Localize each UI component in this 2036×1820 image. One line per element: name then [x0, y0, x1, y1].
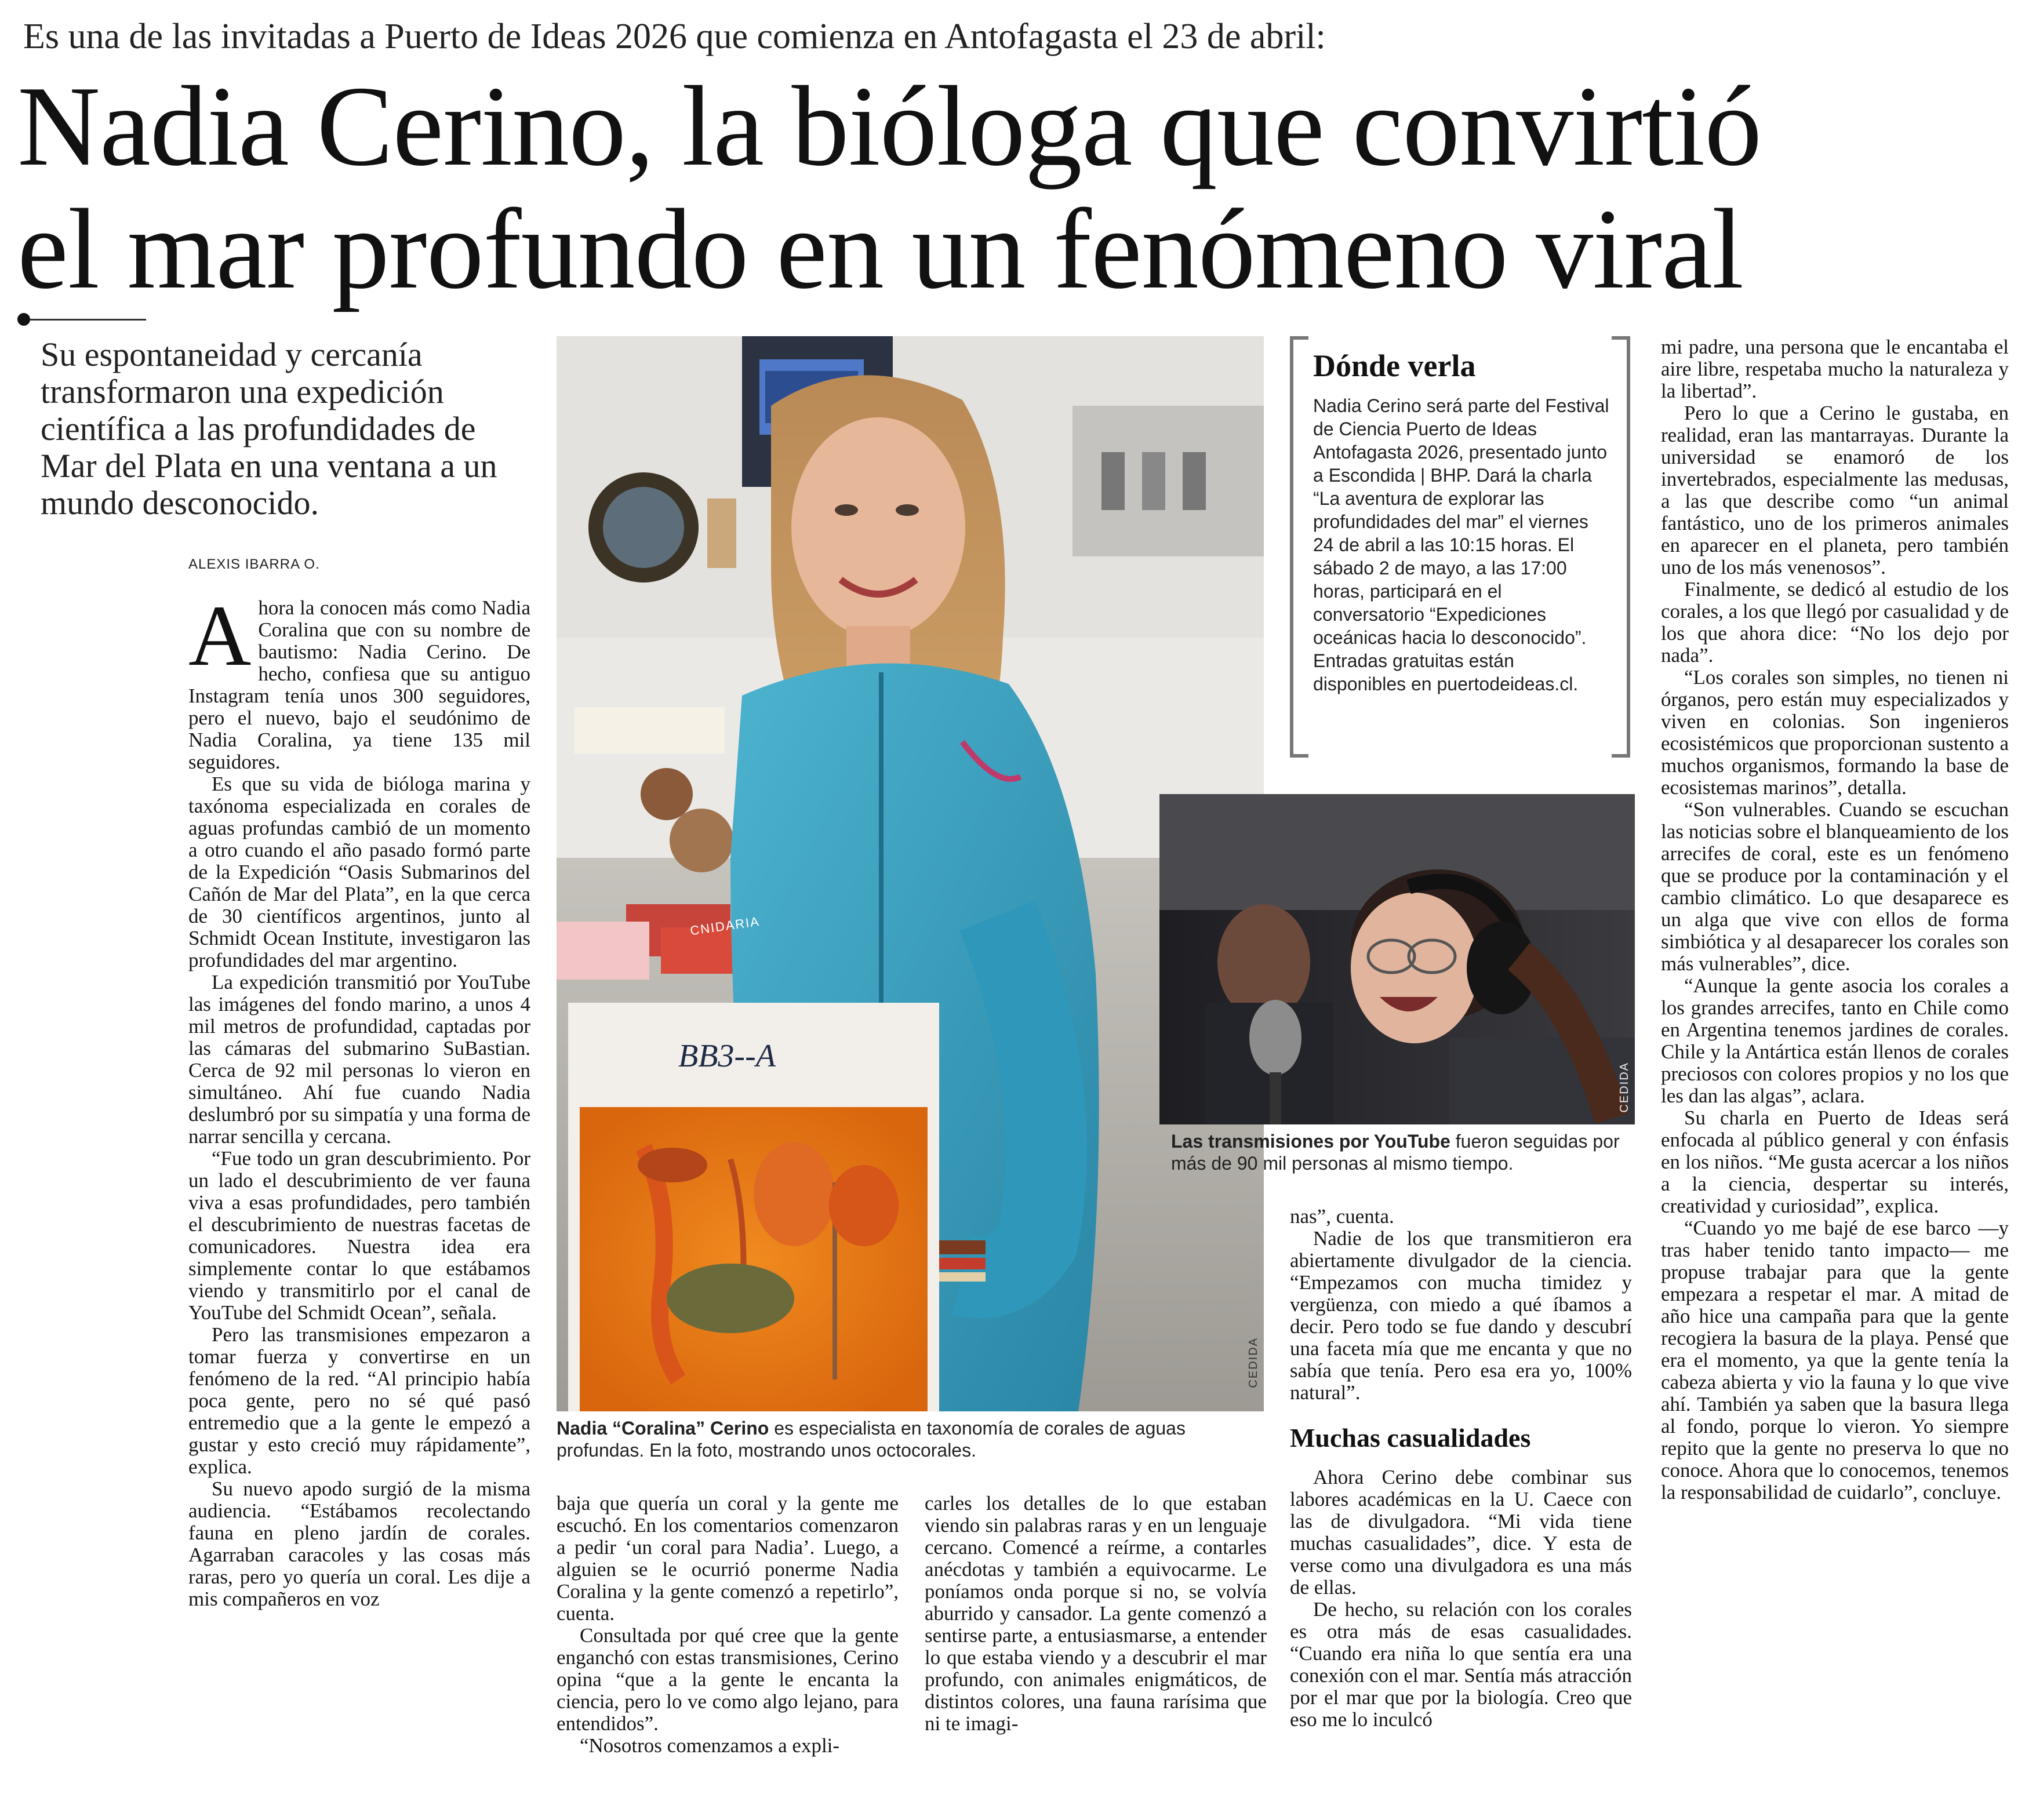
section-bullet	[17, 313, 30, 326]
paragraph: “Los corales son simples, no tienen ni órganos, pero están muy especializados y viven en colonias. Son ingenieros ecosistémicos que proporcionan sustento a muchos organismos, formando la base de ecosistemas marinos”, detalla.	[1661, 666, 2009, 799]
rack-label: CNIDARIA	[689, 913, 761, 938]
photo-credit: CEDIDA	[1618, 1062, 1631, 1113]
paragraph: mi padre, una persona que le encantaba el aire libre, respetaba mucho la naturaleza y la libertad”.	[1661, 336, 2009, 402]
section-rule	[30, 319, 146, 321]
caption-lead: Nadia “Coralina” Cerino	[557, 1418, 769, 1439]
photo-credit: CEDIDA	[1247, 1337, 1260, 1388]
paragraph: “Cuando yo me bajé de ese barco —y tras haber tenido tanto impacto— me propuse trabajar para que la gente empezara a respetar el mar. A mitad de año hice una campaña para que la gente recogiera la basura de la playa. Pensé que era el momento, ya que la gente tenía la cabeza abierta y vio la fauna y lo que vive ahí. También ya saben que la basura llega al fondo, porque lo vieron. Yo siempre repito que la gente no preserva lo que no conoce. Ahora que lo conocemos, tenemos la responsabilidad de cuidarlo”, concluye.	[1661, 1217, 2009, 1504]
paragraph: La expedición transmitió por YouTube las imágenes del fondo marino, a unos 4 mil metros de profundidad, captadas por las cámaras del submarino SuBastian. Cerca de 92 mil personas lo vieron en simultáneo. Ahí fue cuando Nadia deslumbró por su simpatía y una forma de narrar sencilla y cercana.	[188, 971, 531, 1148]
paragraph: De hecho, su relación con los corales es otra más de esas casualidades. “Cuando era niña lo que sentía era una conexión con el mar. Sentía más atracción por el mar que por la biología. Creo que eso me lo inculcó	[1290, 1598, 1632, 1731]
caption-text: fueron seguidas por más de 90 mil personas al mismo tiempo.	[1171, 1131, 1620, 1174]
paragraph: Ahora Cerino debe combinar sus labores académicas en la U. Caece con las de divulgadora. “Mi vida tiene muchas casualidades”, dice. Y esta de verse como una divulgadora es una más de ellas.	[1290, 1466, 1632, 1599]
second-photo	[1159, 794, 1635, 1124]
column-2	[557, 1493, 899, 1757]
paragraph	[188, 588, 530, 773]
paragraph: carles los detalles de lo que estaban viendo sin palabras raras y en un lenguaje cercano. Comencé a reírme, a contarles anécdotas y también a equivocarme. Le poníamos onda porque si no, se volvía aburrido y cansador. La gente comenzó a sentirse parte, a entusiasmarse, a entender lo que estaba viendo y a descubrir el mar profundo, con animales enigmáticos, de distintos colores, una fauna rarísima que ni te imagi-	[925, 1492, 1267, 1735]
byline: ALEXIS IBARRA O.	[188, 556, 320, 572]
headline	[17, 65, 2023, 311]
paragraph: Es que su vida de bióloga marina y taxónoma especializada en corales de aguas profundas cambió de un momento a otro cuando el año pasado formó parte de la Expedición “Oasis Submarinos del Cañón de Mar del Plata”, en la que cerca de 30 científicos argentinos, junto al Schmidt Ocean Institute, investigaron las profundidades del mar argentino.	[188, 773, 530, 971]
paragraph: baja que quería un coral y la gente me escuchó. En los comentarios comenzaron a pedir ‘un coral para Nadia’. Luego, a alguien se le ocurrió ponerme Nadia Coralina y la gente comenzó a repetirlo”, cuenta.	[557, 1492, 899, 1625]
sidebar-bracket-left	[1290, 336, 1308, 758]
main-photo-caption	[557, 1417, 1267, 1461]
caption-lead: Las transmisiones por YouTube	[1171, 1131, 1450, 1152]
caption-text: es especialista en taxonomía de corales de aguas profundas. En la foto, mostrando unos octocorales.	[557, 1418, 1186, 1461]
column-4	[1290, 1206, 1632, 1731]
paragraph: “Nosotros comenzamos a expli-	[580, 1734, 840, 1757]
paragraph: nas”, cuenta.	[1290, 1205, 1394, 1228]
column-5	[1661, 336, 2009, 1504]
headline-line-1: Nadia Cerino, la bióloga que convirtió	[17, 63, 1762, 190]
drop-cap: A	[188, 588, 252, 684]
tray-label: BB3--A	[678, 1038, 776, 1074]
paragraph: “Aunque la gente asocia los corales a los grandes arrecifes, tanto en Chile como en Argentina tenemos jardines de corales. Chile y la Antártica están llenos de corales preciosos con colores propios y no los que les dan las algas”, aclara.	[1661, 974, 2009, 1107]
second-photo-caption	[1171, 1130, 1635, 1174]
kicker: Es una de las invitadas a Puerto de Ideas 2026 que comienza en Antofagasta el 23 de abril:	[23, 17, 1326, 56]
headline-line-2: el mar profundo en un fenómeno viral	[17, 185, 1744, 312]
paragraph: Pero lo que a Cerino le gustaba, en realidad, eran las mantarrayas. Durante la universidad se enamoró de los invertebrados, especialmente las medusas, a las que describe como “un animal fantástico, uno de los primeros animales en aparecer en el planeta, pero también uno de los más venenosos”.	[1661, 402, 2009, 578]
main-photo-image	[557, 336, 1264, 1411]
column-1	[188, 588, 531, 1610]
paragraph: Nadie de los que transmitieron era abiertamente divulgador de la ciencia. “Empezamos con mucha timidez y vergüenza, con miedo a qué íbamos a decir. Pero todo se fue dando y descubrí una faceta mía que me encanta y que no sabía que tenía. Pero esa era yo, 100% natural”.	[1290, 1227, 1632, 1404]
paragraph: “Fue todo un gran descubrimiento. Por un lado el descubrimiento de ver fauna viva a esas profundidades, pero también el descubrimiento de nuestras facetas de comunicadores. Nuestra idea era simplemente contar lo que estábamos viendo y transmitirlo por el canal de YouTube del Schmidt Ocean”, señala.	[188, 1147, 530, 1324]
deck: Su espontaneidad y cercanía transformaron una expedición científica a las profundidades de Mar del Plata en una ventana a un mundo desconocido.	[41, 336, 497, 522]
paragraph-text: hora la conocen más como Nadia Coralina que con su nombre de bautismo: Nadia Cerino. De hecho, confiesa que su antiguo Instagram tenía unos 300 seguidores, pero el nuevo, bajo el seudónimo de Nadia Coralina, ya tiene 135 mil seguidores.	[188, 596, 530, 773]
sidebar-title: Dónde verla	[1313, 348, 1476, 383]
paragraph: Su nuevo apodo surgió de la misma audiencia. “Estábamos recolectando fauna en pleno jardín de corales. Agarraban caracoles y las cosas más raras, pero yo quería un coral. Les dije a mis compañeros en voz	[188, 1477, 530, 1610]
second-photo-image	[1159, 794, 1635, 1124]
paragraph: Su charla en Puerto de Ideas será enfocada al público general y con énfasis en los niños. “Me gusta acercar a los niños a la ciencia, despertar su interés, creatividad y curiosidad”, explica.	[1661, 1106, 2009, 1217]
paragraph: “Son vulnerables. Cuando se escuchan las noticias sobre el blanqueamiento de los arrecifes de coral, este es un fenómeno que se produce por la contaminación y el cambio climático. Lo que desaparece es un alga que vive con ellos de forma simbiótica y al desaparecer los corales son más vulnerables”, dice.	[1661, 798, 2009, 975]
paragraph: Consultada por qué cree que la gente enganchó con estas transmisiones, Cerino opina “que a la gente le encanta la ciencia, pero lo ve como algo lejano, para entendidos”.	[557, 1624, 899, 1735]
column-3	[925, 1493, 1267, 1735]
subhead: Muchas casualidades	[1290, 1423, 1531, 1453]
sidebar-bracket-right	[1612, 336, 1630, 758]
sidebar-body: Nadia Cerino será parte del Festival de Ciencia Puerto de Ideas Antofagasta 2026, presentado junto a Escondida | BHP. Dará la charla “La aventura de explorar las profundidades del mar” el viernes 24 de abril a las 10:15 horas. El sábado 2 de mayo, a las 17:00 horas, participará en el conversatorio “Expediciones oceánicas hacia lo desconocido”. Entradas gratuitas están disponibles en puertodeideas.cl.	[1313, 395, 1609, 694]
paragraph: Pero las transmisiones empezaron a tomar fuerza y convertirse en un fenómeno de la red. “Al principio había poca gente, pero no sé qué pasó entremedio que a la gente le empezó a gustar y esto creció muy rápidamente”, explica.	[188, 1323, 530, 1478]
main-photo	[557, 336, 1264, 1411]
paragraph: Finalmente, se dedicó al estudio de los corales, a los que llegó por casualidad y de los que ahora dice: “No los dejo por nada”.	[1661, 578, 2009, 667]
